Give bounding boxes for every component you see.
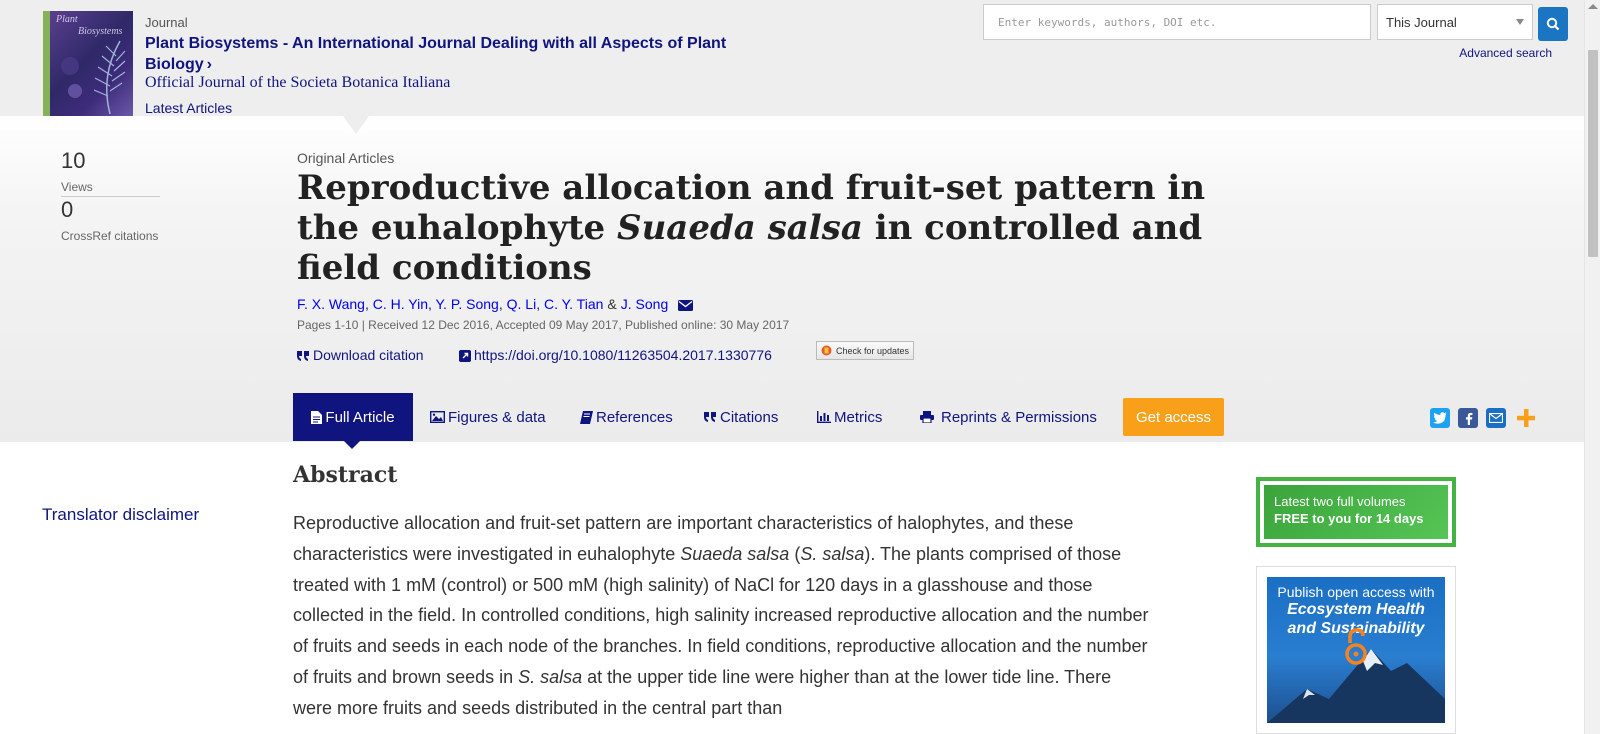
chevron-right-icon: › [206, 56, 212, 73]
journal-cover-image[interactable] [43, 11, 133, 116]
abstract-segment: ). The plants comprised of those treated with 1 mM (control) or 500 mM (high salinity) of NaCl for 120 days in a glasshouse and those collected in the field. In controlled conditions, high salinity increased reproductive allocation and the number of fruits and seeds in each node of the branches. In field conditions, reproductive allocation and the number of fruits and brown seeds in [293, 543, 1149, 687]
envelope-icon[interactable] [678, 300, 693, 311]
scroll-up-arrow-icon[interactable] [1588, 4, 1598, 9]
author-separator: , [364, 296, 373, 312]
abstract-segment: ( [789, 543, 801, 564]
advanced-search-link[interactable]: Advanced search [1459, 46, 1552, 60]
crossmark-icon [821, 345, 832, 356]
twitter-share-icon[interactable] [1430, 408, 1450, 428]
article-title [297, 168, 1217, 288]
translator-disclaimer-link[interactable]: Translator disclaimer [42, 505, 200, 524]
scrollbar-thumb[interactable] [1588, 50, 1598, 257]
ad-line-2: Ecosystem Health [1287, 601, 1425, 618]
author-link[interactable]: C. H. Yin [372, 296, 428, 312]
publication-info: Pages 1-10 | Received 12 Dec 2016, Accepted 09 May 2017, Published online: 30 May 2017 [297, 318, 790, 332]
journal-title-link[interactable] [145, 33, 785, 75]
tab-reprints-label: Reprints & Permissions [941, 408, 1097, 426]
author-link[interactable]: Q. Li [506, 296, 537, 312]
search-input[interactable] [983, 4, 1371, 40]
get-access-button[interactable]: Get access [1123, 398, 1224, 436]
external-link-icon [459, 350, 471, 362]
crossref-label[interactable]: CrossRef citations [61, 229, 159, 243]
article-type: Original Articles [297, 150, 395, 166]
crossref-count: 0 [61, 197, 74, 222]
author-separator: , [536, 296, 544, 312]
latest-articles-link[interactable]: Latest Articles [145, 100, 233, 116]
doi-text: https://doi.org/10.1080/11263504.2017.1330776 [474, 347, 772, 363]
promo-line-2: FREE to you for 14 days [1274, 511, 1424, 526]
views-label: Views [61, 180, 160, 197]
quote-icon [704, 412, 717, 422]
tab-full-article[interactable] [293, 393, 413, 441]
facebook-share-icon[interactable] [1458, 408, 1478, 428]
caret-down-icon [1516, 19, 1524, 25]
search-button[interactable] [1538, 7, 1568, 41]
promo-line-1: Latest two full volumes [1274, 494, 1406, 509]
mountain-illustration-icon [1267, 619, 1445, 723]
page-scrollbar[interactable] [1584, 0, 1600, 734]
article-title-part: in controlled and field conditions [297, 208, 1203, 288]
open-access-advert-inner [1267, 577, 1445, 723]
active-tab-indicator [344, 441, 360, 449]
author-link[interactable]: C. Y. Tian [543, 296, 604, 312]
views-count: 10 [61, 148, 86, 173]
download-citation-link[interactable] [297, 347, 424, 363]
corresponding-author-link[interactable]: J. Song [620, 296, 669, 312]
article-title-species: Suaeda salsa [617, 208, 863, 248]
search-scope-value: This Journal [1386, 15, 1457, 30]
search-scope-select[interactable] [1377, 4, 1533, 40]
tab-metrics-label: Metrics [834, 408, 883, 426]
image-icon [430, 411, 445, 423]
journal-label: Journal [145, 15, 188, 30]
author-separator: , [498, 296, 507, 312]
article-title-part: Reproductive allocation and fruit-set pattern in the euhalophyte [297, 168, 1206, 248]
abstract-species: Suaeda salsa [680, 543, 790, 564]
email-share-icon[interactable] [1486, 408, 1506, 428]
search-icon [1546, 17, 1560, 31]
abstract-species: S. salsa [518, 666, 583, 687]
ad-line-3: and Sustainability [1287, 620, 1425, 637]
journal-title-text: Plant Biosystems - An International Journal Dealing with all Aspects of Plant Biology [145, 35, 727, 73]
author-list [297, 296, 696, 312]
tab-references[interactable] [580, 393, 673, 441]
open-access-advert[interactable] [1256, 566, 1456, 734]
printer-icon [920, 411, 934, 423]
tab-references-label: References [596, 408, 673, 426]
check-for-updates-button[interactable] [816, 341, 914, 360]
more-share-plus-icon[interactable] [1516, 408, 1536, 428]
free-volumes-promo-inner [1264, 485, 1448, 539]
tab-reprints-permissions[interactable] [920, 393, 1097, 441]
author-link[interactable]: F. X. Wang [297, 296, 365, 312]
doi-link[interactable] [459, 347, 772, 363]
abstract-segment: at the upper tide line were higher than at the lower tide line. There were more fruits and seeds distributed in the central part than [293, 666, 1112, 718]
abstract-text [293, 508, 1153, 724]
author-link[interactable]: Y. P. Song [435, 296, 499, 312]
tab-citations[interactable] [704, 393, 778, 441]
fern-illustration-icon [50, 36, 133, 116]
abstract-species: S. salsa [800, 543, 865, 564]
author-ampersand: & [607, 296, 617, 312]
official-journal-text: Official Journal of the Societa Botanica Italiana [145, 74, 451, 91]
tab-figures-data-label: Figures & data [448, 408, 546, 426]
download-citation-label: Download citation [313, 347, 424, 363]
tab-full-article-label: Full Article [325, 408, 395, 426]
abstract-segment: Reproductive allocation and fruit-set pattern are important characteristics of halophytes, and these characteristics were investigated in euhalophyte [293, 513, 1074, 564]
bar-chart-icon [817, 411, 831, 423]
header-notch [343, 116, 369, 134]
ad-line-1: Publish open access with [1277, 584, 1435, 600]
tab-citations-label: Citations [720, 408, 779, 426]
quote-icon [297, 351, 310, 361]
author-separator: , [427, 296, 436, 312]
book-icon [580, 411, 593, 424]
open-access-lock-icon [1347, 630, 1365, 663]
journal-header [0, 0, 1584, 116]
cover-title-2: Biosystems [78, 26, 123, 37]
document-icon [311, 411, 322, 424]
abstract-heading: Abstract [293, 462, 398, 488]
check-for-updates-label: Check for updates [836, 345, 910, 356]
tab-metrics[interactable] [817, 393, 882, 441]
tab-figures-data[interactable] [430, 393, 546, 441]
free-volumes-promo[interactable] [1256, 477, 1456, 547]
cover-title-1: Plant [56, 14, 78, 25]
